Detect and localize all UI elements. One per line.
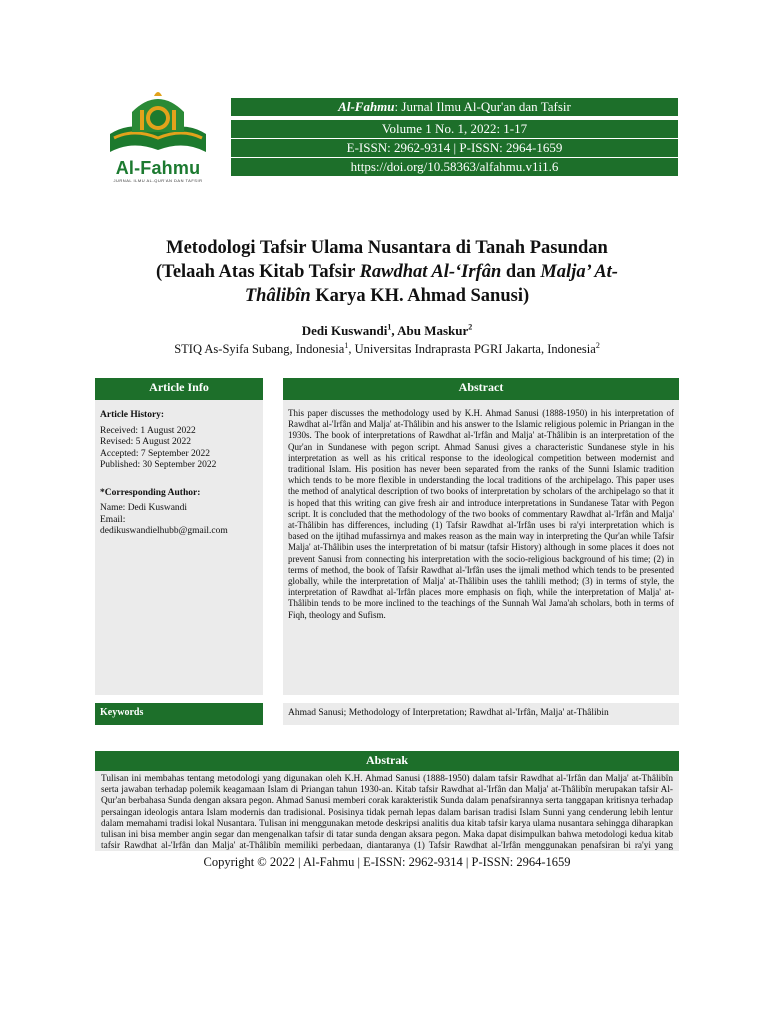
corresponding-name: Name: Dedi Kuswandi <box>100 503 188 513</box>
journal-brand: Al-Fahmu <box>338 99 395 114</box>
journal-logo <box>104 88 212 184</box>
affiliation-sup: 1 <box>344 340 349 350</box>
email-label: Email: <box>100 514 126 525</box>
abstrak-heading: Abstrak <box>95 751 679 771</box>
corresponding-email[interactable]: dedikuswandielhubb@gmail.com <box>100 526 228 536</box>
authors-line <box>95 323 679 339</box>
title-part: dan <box>501 262 541 282</box>
author-sup: 2 <box>468 322 473 332</box>
title-line-1: Metodologi Tafsir Ulama Nusantara di Tanah Pasundan <box>166 238 608 258</box>
journal-volume-bar: Volume 1 No. 1, 2022: 1-17 <box>231 120 678 138</box>
author-name: Dedi Kuswandi <box>301 323 388 338</box>
accepted-date: Accepted: 7 September 2022 <box>100 448 211 459</box>
abstract-heading: Abstract <box>283 378 679 400</box>
received-date: Received: 1 August 2022 <box>100 425 196 436</box>
author-sup: 1 <box>387 322 392 332</box>
keywords-label: Keywords <box>95 703 263 725</box>
abstract-text: This paper discusses the methodology used by K.H. Ahmad Sanusi (1888-1950) in his interpretation of Rawdhat al-'Irfân and Malja' at-Thâlibin and his answer to the Islamic religious polemic in Priangan in the 1930s. The book of interpretations of Rawdhat al-'Irfân and Malja' at-Thâlibin is an interpretation of the Qur'an in Sundanese with pegon script. Ahmad Sanusi gives a characteristic Sundanese style in his interpretation as well as his critical response to the ideological competition between modernist and traditional Islam. His position has never been separated from the ranks of the Sunni Islamic tradition which tends to be more flexible in understanding the local traditions of the archipelago. This paper uses the method of analytical description of two books of interpretation by scholars of the archipelago so that it is hoped that this writing can give fresh air and introduce interpretations in Sundanese Tatar with Pegon script. It is concluded that the methodology of the two books of commentary Rawdhat al-'Irfân and Malja' at-Thâlibin has differences, including (1) Tafsir Rawdhat al-'Irfân uses bi ra'yi interpretation which is based on the ijtihad mufassirnya and makes reason as the main way in interpreting the Qur'an while Tafsir Malja' at-Thâlibin uses the interpretation of bi matsur (tafsir History) although in some places it does not prevent Sanusi from connecting his interpretation with the socio-religious background of his time; (2) in terms of method, the book of Tafsir Rawdhat al-'Irfân uses the ijmali method which tends to be presented globally, while the interpretation of Malja' at-Thâlibin uses the tahlili method; (3) in terms of style, the interpretation of Rawdhat al-'Irfân places more emphasis on fiqh, while the interpretation of Malja' at-Thâlibin tends to be more inclined to the teachings of the Sunnah Wal Jama'ah scholars, both in terms of Fiqh, theology and Sufism. <box>288 408 674 620</box>
title-part: Karya KH. Ahmad Sanusi) <box>310 286 530 306</box>
journal-issn-bar: E-ISSN: 2962-9314 | P-ISSN: 2964-1659 <box>231 139 678 157</box>
title-italic-part: Malja’ At- <box>540 262 618 282</box>
logo-name: Al-Fahmu <box>115 158 201 178</box>
abstrak-box <box>95 771 679 851</box>
copyright-footer: Copyright © 2022 | Al-Fahmu | E-ISSN: 2962-9314 | P-ISSN: 2964-1659 <box>203 855 571 869</box>
affiliation-line <box>95 342 679 357</box>
affiliation-sup: 2 <box>595 340 600 350</box>
title-italic-part: Rawdhat Al-‘Irfân <box>359 262 502 282</box>
corresponding-heading: *Corresponding Author: <box>100 487 201 498</box>
keywords-value: Ahmad Sanusi; Methodology of Interpretation; Rawdhat al-'Irfân, Malja' at-Thâlibin <box>283 703 679 725</box>
journal-doi-link[interactable]: https://doi.org/10.58363/alfahmu.v1i1.6 <box>231 158 678 176</box>
mosque-book-emblem-icon <box>104 88 212 160</box>
article-info-box <box>95 400 263 695</box>
abstrak-text: Tulisan ini membahas tentang metodologi yang digunakan oleh K.H. Ahmad Sanusi (1888-1950) dalam tafsir Rawdhat al-'Irfân dan Malja' at-Thâlibîn serta jawaban terhadap polemik keagamaan Islam di Priangan tahun 1930-an. Kitab tafsir Rawdhat al-'Irfân dan Malja' at-Thâlibîn merupakan tafsir Al-Qur'an berbahasa Sunda dengan aksara pegon. Ahmad Sanusi memberi corak karakteristik Sunda dalam penafsirannya serta tanggapan kritisnya terhadap persaingan ideologis antara Islam modernis dan tradisional. Posisinya tidak pernah lepas dalam barisan tradisi Islam Sunni yang cenderung lebih lentur dalam memahami tradisi lokal Nusantara. Tulisan ini menggunakan metode deskripsi analitis dua kitab tafsir karya ulama nusantara sehingga diharapkan tulisan ini bisa member angin segar dan mengenalkan tafsir di tatar sunda dengan aksara pegon. Maka dapat disimpulkan bahwa metodologi kedua kitab tafsir Rawdhat al-'Irfân dan Malja' at-Thâlibîn memiliki perbedaan, diantaranya (1) Tafsir Rawdhat al-'Irfân menggunakan penafsiran bi ra'yi yang <box>101 774 673 851</box>
paper-title <box>95 236 679 308</box>
journal-name: : Jurnal Ilmu Al-Qur'an dan Tafsir <box>394 99 571 114</box>
revised-date: Revised: 5 August 2022 <box>100 437 192 447</box>
title-part: (Telaah Atas Kitab Tafsir <box>156 262 360 282</box>
affiliation-text: STIQ As-Syifa Subang, Indonesia <box>174 342 345 356</box>
title-italic-part: Thâlibîn <box>244 286 311 306</box>
abstract-box <box>283 400 679 695</box>
history-heading: Article History: <box>100 410 165 420</box>
author-name: , Abu Maskur <box>391 323 469 338</box>
published-date: Published: 30 September 2022 <box>100 460 217 470</box>
journal-name-bar <box>231 98 678 116</box>
logo-tagline: JURNAL ILMU AL-QUR'AN DAN TAFSIR <box>113 178 203 183</box>
article-info-heading: Article Info <box>95 378 263 400</box>
affiliation-text: , Universitas Indraprasta PGRI Jakarta, Indonesia <box>348 342 596 356</box>
